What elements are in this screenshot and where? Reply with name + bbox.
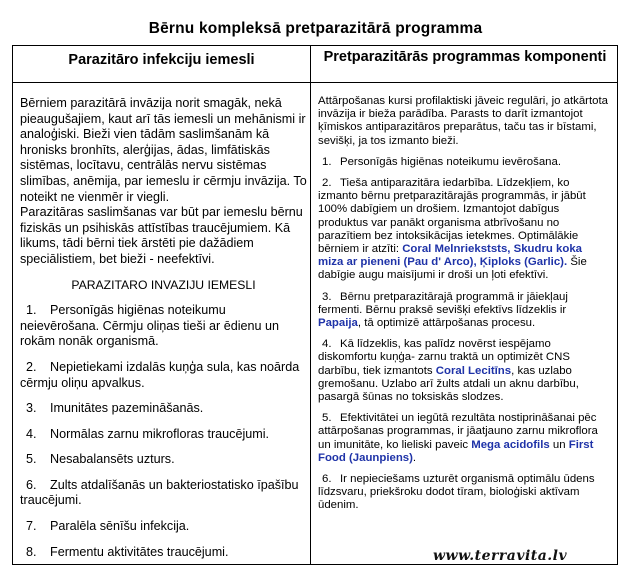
cause-item	[20, 519, 307, 535]
item-number: 5.	[26, 452, 37, 467]
causes-list	[20, 303, 307, 560]
cause-item	[20, 303, 307, 350]
item-number: 4.	[322, 338, 332, 351]
right-column-heading: Pretparazitārās programmas komponenti	[323, 49, 607, 65]
item-number: 2.	[26, 359, 37, 374]
right-intro-paragraph: Attārpošanas kursi profilaktiski jāveic regulāri, jo atkārtota invāzija ir bieža parādība. Parasts to darīt izmantojot ķīmiskos antiparazitāros preparātus, taču tas ir bīstami, sevišķi, ja tos izmanto bieži.	[318, 95, 608, 147]
component-item	[318, 156, 608, 169]
site-watermark: www.terravita.lv	[433, 548, 568, 564]
item-number: 7.	[26, 519, 37, 534]
right-column-content	[318, 95, 608, 513]
item-number: 5.	[322, 412, 332, 425]
item-text: Kā līdzeklis, kas palīdz novērst iespējamo diskomfortu kuņģa- zarnu traktā un optimizēt CNS darbību, tiek izmantots	[318, 338, 570, 377]
product-name: Papaija	[318, 317, 358, 330]
left-intro-paragraph: Bērniem parazitārā invāzija norit smagāk, nekā pieaugušajiem, kaut arī tās iemesli un mehānismi ir analoģiski. Bieži vien tādām saslimšanām kā hronisks bronhīts, alerģijas, ādas, limfātiskās sistēmas, locītavu, centrālās nervu sistēmas slimības, anēmija, par iemeslu ir cērmju invāzija. To noteikt ne vienmēr ir viegli.	[20, 96, 307, 204]
component-item	[318, 473, 608, 513]
item-text: Zults atdalīšanās un bakteriostatisko īpašību traucējumi.	[20, 477, 299, 508]
component-item	[318, 412, 608, 465]
item-number: 1.	[322, 155, 332, 168]
page-title: Bērnu kompleksā pretparazitārā programma	[148, 20, 483, 37]
item-text: Personīgās higiēnas noteikumu neievērošana. Cērmju oliņas tieši ar ēdienu un rokām nonāk organismā.	[20, 303, 280, 349]
item-text: Fermentu aktivitātes traucējumi.	[50, 544, 229, 559]
item-text: Ir nepieciešams uzturēt organismā optimālu ūdens līdzsvaru, priekšroku dodot tīram, bioloģiski aktīvam ūdenim.	[318, 473, 595, 512]
item-text: Normālas zarnu mikrofloras traucējumi.	[50, 426, 270, 441]
cause-item	[20, 452, 307, 468]
item-text: Tieša antiparazitāra iedarbība. Līdzekļiem, ko izmanto bērnu pretparazitārajās programmās, ir jābūt 100% dabīgiem un drošiem. Izmantojot dabīgus produktus var panākt organisma atbrīvošanu no parazītiem bez intoksikācijas ietekmes. Optimālākie bērniem ir atzīti:	[318, 177, 586, 256]
item-text: un	[549, 438, 569, 451]
program-table	[12, 45, 618, 565]
column-divider	[310, 46, 311, 564]
product-name: Coral Lecitīns	[435, 364, 512, 377]
product-name: First Food (Jaunpiens)	[318, 438, 594, 464]
product-name: Mega acidofils	[471, 438, 550, 451]
component-item	[318, 291, 608, 331]
item-text: , kas uzlabo gremošanu. Uzlabo arī žults atdali un aknu darbību, pasargā šūnas no toksiskās slodzes.	[318, 364, 579, 404]
item-text: .	[412, 451, 417, 464]
component-item	[318, 338, 608, 404]
item-number: 4.	[26, 426, 37, 441]
cause-item	[20, 401, 307, 417]
item-text: , tā optimizē attārpošanas procesu.	[357, 317, 536, 330]
cause-item	[20, 545, 307, 561]
left-column-heading: Parazitāro infekciju iemesli	[68, 52, 255, 68]
item-number: 1.	[26, 303, 37, 318]
item-text: Nepietiekami izdalās kuņģa sula, kas noārda cērmju oliņu apvalkus.	[20, 359, 300, 390]
item-number: 6.	[322, 473, 332, 486]
cause-item	[20, 360, 307, 391]
product-names: Coral Melnriekststs, Skudru koka miza ar pieneni (Pau d' Arco), Ķiploks (Garlic).	[318, 243, 582, 269]
item-number: 3.	[322, 290, 332, 303]
item-text: Nesabalansēts uzturs.	[50, 452, 175, 467]
item-text: Paralēla sēnīšu infekcija.	[50, 519, 190, 534]
item-text: Bērnu pretparazitārajā programmā ir jāiekļauj fermenti. Bērnu praksē sevišķi efektīvs līdzeklis ir	[318, 290, 568, 316]
component-item	[318, 177, 608, 283]
item-number: 8.	[26, 544, 37, 559]
cause-item	[20, 427, 307, 443]
item-text: Efektivitātei un iegūtā rezultāta nostiprināšanai pēc attārpošanas programmas, ir jāatjauno zarnu mikroflora un imunitāte, ko lieliski paveic	[318, 412, 598, 451]
item-number: 6.	[26, 477, 37, 492]
item-text: Imunitātes pazemināšanās.	[50, 401, 204, 416]
cause-item	[20, 478, 307, 509]
left-intro-paragraph-2: Parazitāras saslimšanas var būt par iemeslu bērnu fiziskās un psihiskās attīstības traucējumiem. Kā likums, tādi bērni tiek ārstēti pie dažādiem speciālistiem, bet bieži - neefektīvi.	[20, 205, 303, 266]
item-number: 3.	[26, 401, 37, 416]
item-number: 2.	[322, 177, 332, 190]
header-divider	[13, 82, 617, 83]
item-text: Šie dabīgie augu maisījumi ir droši un ļoti efektīvi.	[318, 256, 587, 282]
left-column-content	[20, 96, 307, 560]
causes-subheading: PARAZITARO INVAZIJU IEMESLI	[71, 277, 256, 292]
item-text: Personīgās higiēnas noteikumu ievērošana.	[340, 155, 561, 168]
